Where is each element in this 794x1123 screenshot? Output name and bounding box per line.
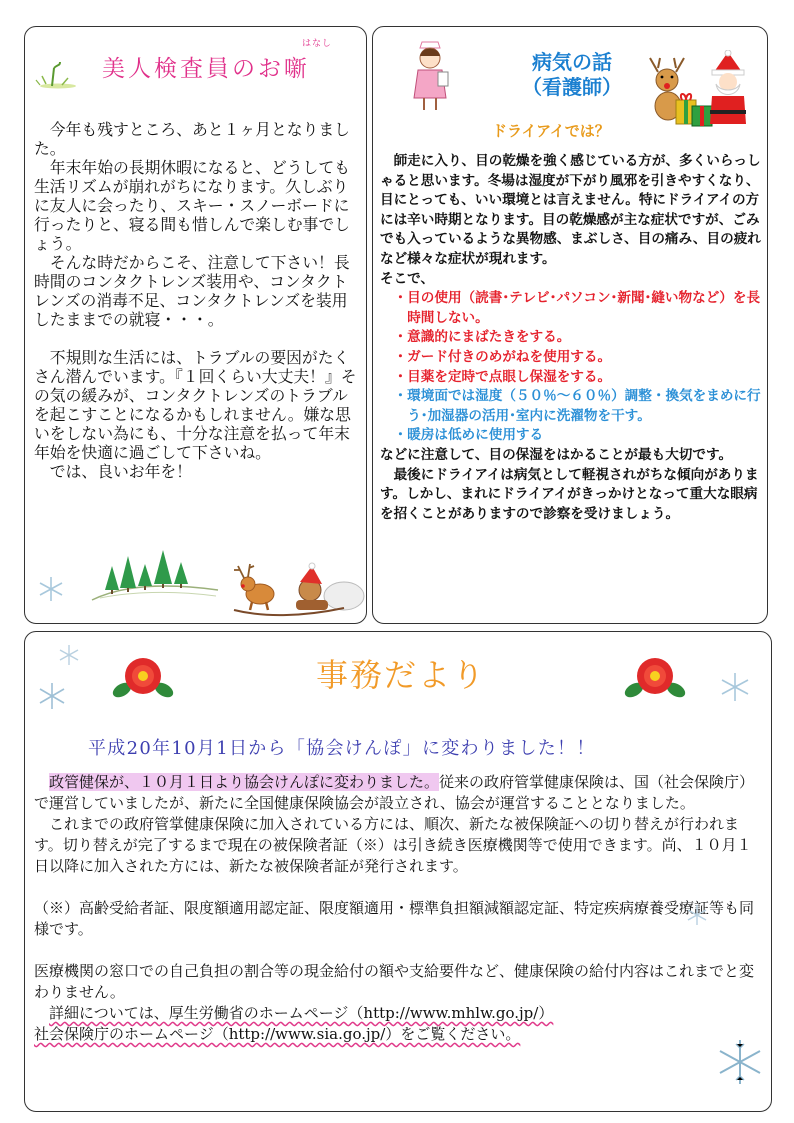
paragraph-text: 従来の政府管掌健康保険は、国（社会保険庁）で運営していましたが、新たに全国健康保険協会が設立され、協会が運営することとなりました。 (34, 773, 755, 812)
paragraph: （※）高齢受給者証、限度額適用認定証、限度額適用・標準負担額減額認定証、特定疾病療養受療証等も同様です。 (34, 899, 755, 938)
right-column-title (512, 50, 632, 100)
paragraph: そんな時だからこそ、注意して下さい！長時間のコンタクトレンズ装用や、コンタクトレンズの消毒不足、コンタクトレンズを装用したままでの就寝・・・。 (34, 253, 350, 329)
snowy-trees-icon (90, 538, 220, 608)
paragraph: では、良いお年を！ (49, 462, 192, 481)
paragraph: 医療機関の窓口での自己負担の割合等の現金給付の額や支給要件など、健康保険の給付内容はこれまでと変わりません。 (34, 962, 755, 1001)
office-body (34, 772, 758, 1045)
paragraph: 今年も残すところ、あと１ヶ月となりました。 (34, 120, 350, 158)
office-news-title: 事務だより (316, 656, 487, 694)
paragraph: そこで、 (380, 270, 435, 287)
title-line: （看護師） (522, 75, 622, 99)
paragraph: 年末年始の長期休暇になると、どうしても生活リズムが崩れがちになります。久しぶりに友人に会ったり、スキー・スノーボードに行ったりと、寝る間も惜しんで楽しむ事でしょう。 (34, 158, 350, 253)
list-item: ・目の使用（読書･テレビ･パソコン･新聞･縫い物など）を長時間しない。 (393, 290, 761, 326)
paragraph (34, 1003, 758, 1024)
list-item: ・意識的にまばたきをする。 (393, 329, 571, 346)
list-item: ・目薬を定時で点眼し保湿をする。 (393, 368, 612, 385)
camellia-icon (110, 650, 176, 706)
snowflake-icon (38, 682, 66, 710)
paragraph: これまでの政府管掌健康保険に加入されている方には、順次、新たな被保険証への切り替えが行われます。切り替えが完了するまで現在の被保険者証（※）は引き続き医療機関等で使用できます。尚、１０月１日以降に加入された方には、新たな被保険者証が発行されます。 (34, 815, 752, 875)
list-item: ・ガード付きのめがねを使用する。 (393, 348, 612, 365)
paragraph: 師走に入り、目の乾燥を強く感じている方が、多くいらっしゃると思います。冬場は湿度が下がり風邪を引きやすくなり、目にとっても、いい環境とは言えません。特にドライアイの方には辛い時期となります。目の乾燥感が主な症状ですが、ごみでも入っているような異物感、まぶしさ、目の痛み、目の疲れなど様々な症状が現れます。 (380, 153, 761, 267)
reindeer-sleigh-icon (226, 556, 366, 620)
right-column-body (380, 152, 764, 524)
tips-list (380, 289, 764, 446)
snowflake-icon (716, 1038, 764, 1086)
santa-icon (706, 50, 750, 130)
highlighted-text: 政管健保が、１０月１日より協会けんぽに変わりました。 (49, 773, 440, 791)
list-item: ・暖房は低めに使用する (393, 427, 544, 444)
left-column-body (34, 120, 360, 481)
snowflake-icon (58, 644, 80, 666)
paragraph: などに注意して、目の保湿をはかることが最も大切です。 (380, 446, 733, 463)
paragraph (34, 772, 758, 814)
paragraph (34, 1024, 758, 1045)
paragraph: 不規則な生活には、トラブルの要因がたくさん潜んでいます。『１回くらい大丈夫！』その気の緩みが、コンタクトレンズのトラブルを起こすことになるかもしれません。嫌な思いをしない為にも、十分な注意を払って年末年始を快適に過ごして下さいね。 (34, 348, 357, 462)
title-ruby: はなし (302, 39, 333, 49)
snowflake-icon (686, 904, 708, 926)
title-line: 病気の話 (532, 50, 612, 74)
link-text: 詳細については、厚生労働省のホームページ（http://www.mhlw.go.jp/） (49, 1004, 554, 1022)
link-text: 社会保険庁のホームページ（http://www.sia.go.jp/）をご覧ください。 (34, 1025, 521, 1043)
right-column-subtitle: ドライアイでは？ (492, 122, 610, 140)
snowflake-icon (720, 672, 750, 702)
camellia-icon (622, 650, 688, 706)
office-headline: 平成20年10月1日から「協会けんぽ」に変わりました！！ (88, 738, 596, 759)
paragraph: 最後にドライアイは病気として軽視されがちな傾向があります。しかし、まれにドライアイがきっかけとなって重大な眼病を招くことがありますので診察を受けましょう。 (380, 466, 759, 522)
left-column-title: 美人検査員のお噺 (102, 56, 310, 82)
plant-sprout-icon (32, 58, 78, 90)
nurse-icon (404, 40, 456, 112)
snowflake-icon (38, 576, 64, 602)
list-item: ・環境面では湿度（５０％～６０％）調整・換気をまめに行う･加湿器の活用･室内に洗濯物を干す。 (393, 388, 761, 424)
